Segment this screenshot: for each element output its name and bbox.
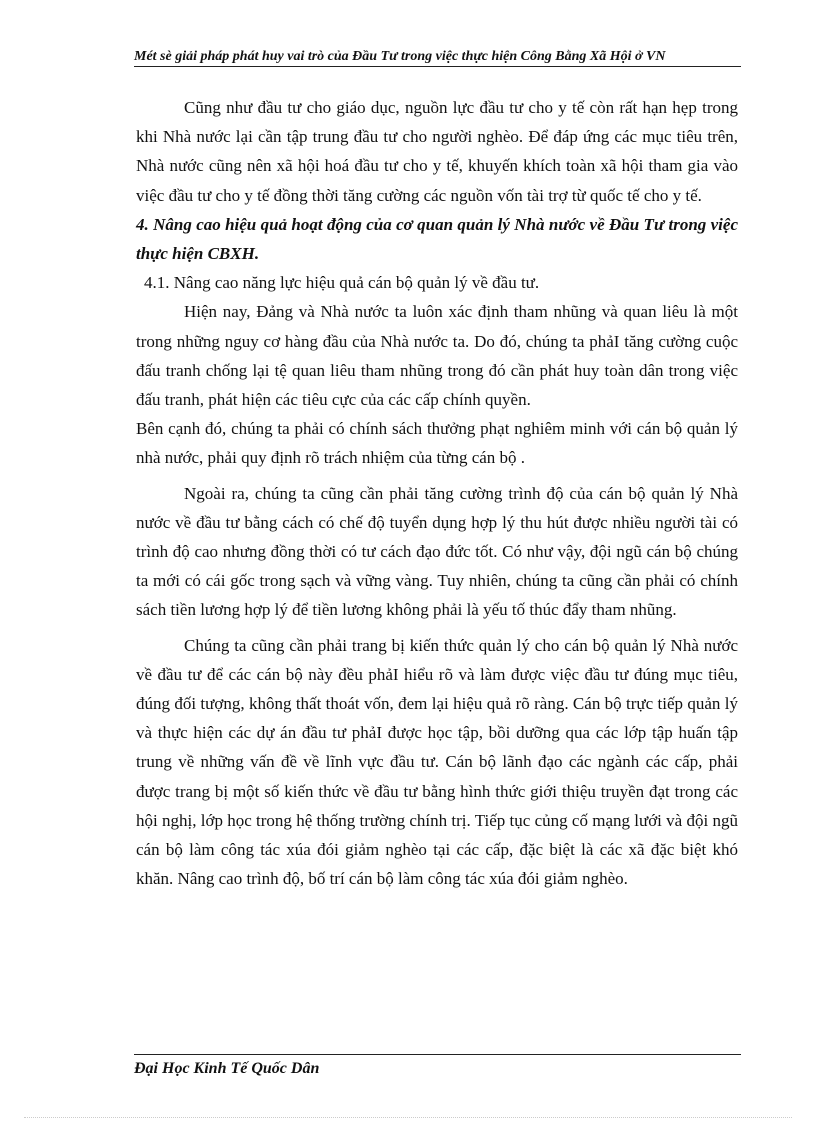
page-header-title: Mét sè giải pháp phát huy vai trò của Đầu Tư trong việc thực hiện Công Bằng Xã Hội ở VN — [134, 49, 666, 64]
footer-divider — [134, 1054, 741, 1055]
page-footer-text: Đại Học Kinh Tế Quốc Dân — [134, 1060, 320, 1077]
paragraph-training: Chúng ta cũng cần phải trang bị kiến thức quản lý cho cán bộ quản lý Nhà nước về đầu tư để các cán bộ này đều phảI hiểu rõ và làm được việc đầu tư đúng mục tiêu, đúng đối tượng, không thất thoát vốn, đem lại hiệu quả rõ ràng. Cán bộ trực tiếp quản lý và thực hiện các dự án đầu tư phảI được học tập, bồi dưỡng qua các lớp tập huấn tập trung về những vấn đề về lĩnh vực đầu tư. Cán bộ lãnh đạo các ngành các cấp, phải được trang bị một số kiến thức về đầu tư bằng hình thức giới thiệu truyền đạt trong các hội nghị, lớp học trong hệ thống trường chính trị. Tiếp tục củng cố mạng lưới và đội ngũ cán bộ làm công tác xúa đói giảm nghèo tại các cấp, đặc biệt là các xã đặc biệt khó khăn. Nâng cao trình độ, bố trí cán bộ làm công tác xúa đói giảm nghèo. — [136, 635, 738, 889]
subsection-heading-4-1: 4.1. Nâng cao năng lực hiệu quả cán bộ quản lý về đầu tư. — [144, 273, 540, 293]
paragraph-reward-punishment: Bên cạnh đó, chúng ta phải có chính sách thưởng phạt nghiêm minh với cán bộ quản lý nhà nước, phải quy định rõ trách nhiệm của từng cán bộ . — [136, 419, 738, 468]
paragraph-anti-corruption: Hiện nay, Đảng và Nhà nước ta luôn xác định tham nhũng và quan liêu là một trong những nguy cơ hàng đầu của Nhà nước ta. Do đó, chúng ta phảI tăng cường cuộc đấu tranh chống lại tệ quan liêu tham nhũng trong đó cần phát huy toàn dân trong việc đấu tranh, phát hiện các tiêu cực của các cấp chính quyền. — [136, 302, 738, 410]
header-divider — [134, 66, 741, 67]
section-heading-4: 4. Nâng cao hiệu quả hoạt động của cơ quan quản lý Nhà nước về Đầu Tư trong việc thực hiện CBXH. — [136, 214, 738, 264]
document-body — [136, 93, 738, 893]
paragraph-health-investment: Cũng như đầu tư cho giáo dục, nguồn lực đầu tư cho y tế còn rất hạn hẹp trong khi Nhà nước lại cần tập trung đầu tư cho người nghèo. Để đáp ứng các mục tiêu trên, Nhà nước cũng nên xã hội hoá đầu tư cho y tế, khuyến khích toàn xã hội tham gia vào việc đầu tư cho y tế đồng thời tăng cường các nguồn vốn tài trợ từ quốc tế cho y tế. — [136, 98, 738, 205]
page-bottom-dotted-line — [24, 1117, 792, 1118]
paragraph-recruitment: Ngoài ra, chúng ta cũng cần phải tăng cường trình độ của cán bộ quản lý Nhà nước về đầu tư bằng cách có chế độ tuyển dụng hợp lý thu hút được nhiều người tài có trình độ cao nhưng đồng thời có tư cách đạo đức tốt. Có như vậy, đội ngũ cán bộ chúng ta mới có cái gốc trong sạch và vững vàng. Tuy nhiên, chúng ta cũng cần phải có chính sách tiền lương hợp lý để tiền lương không phải là yếu tố thúc đẩy tham nhũng. — [136, 483, 738, 620]
